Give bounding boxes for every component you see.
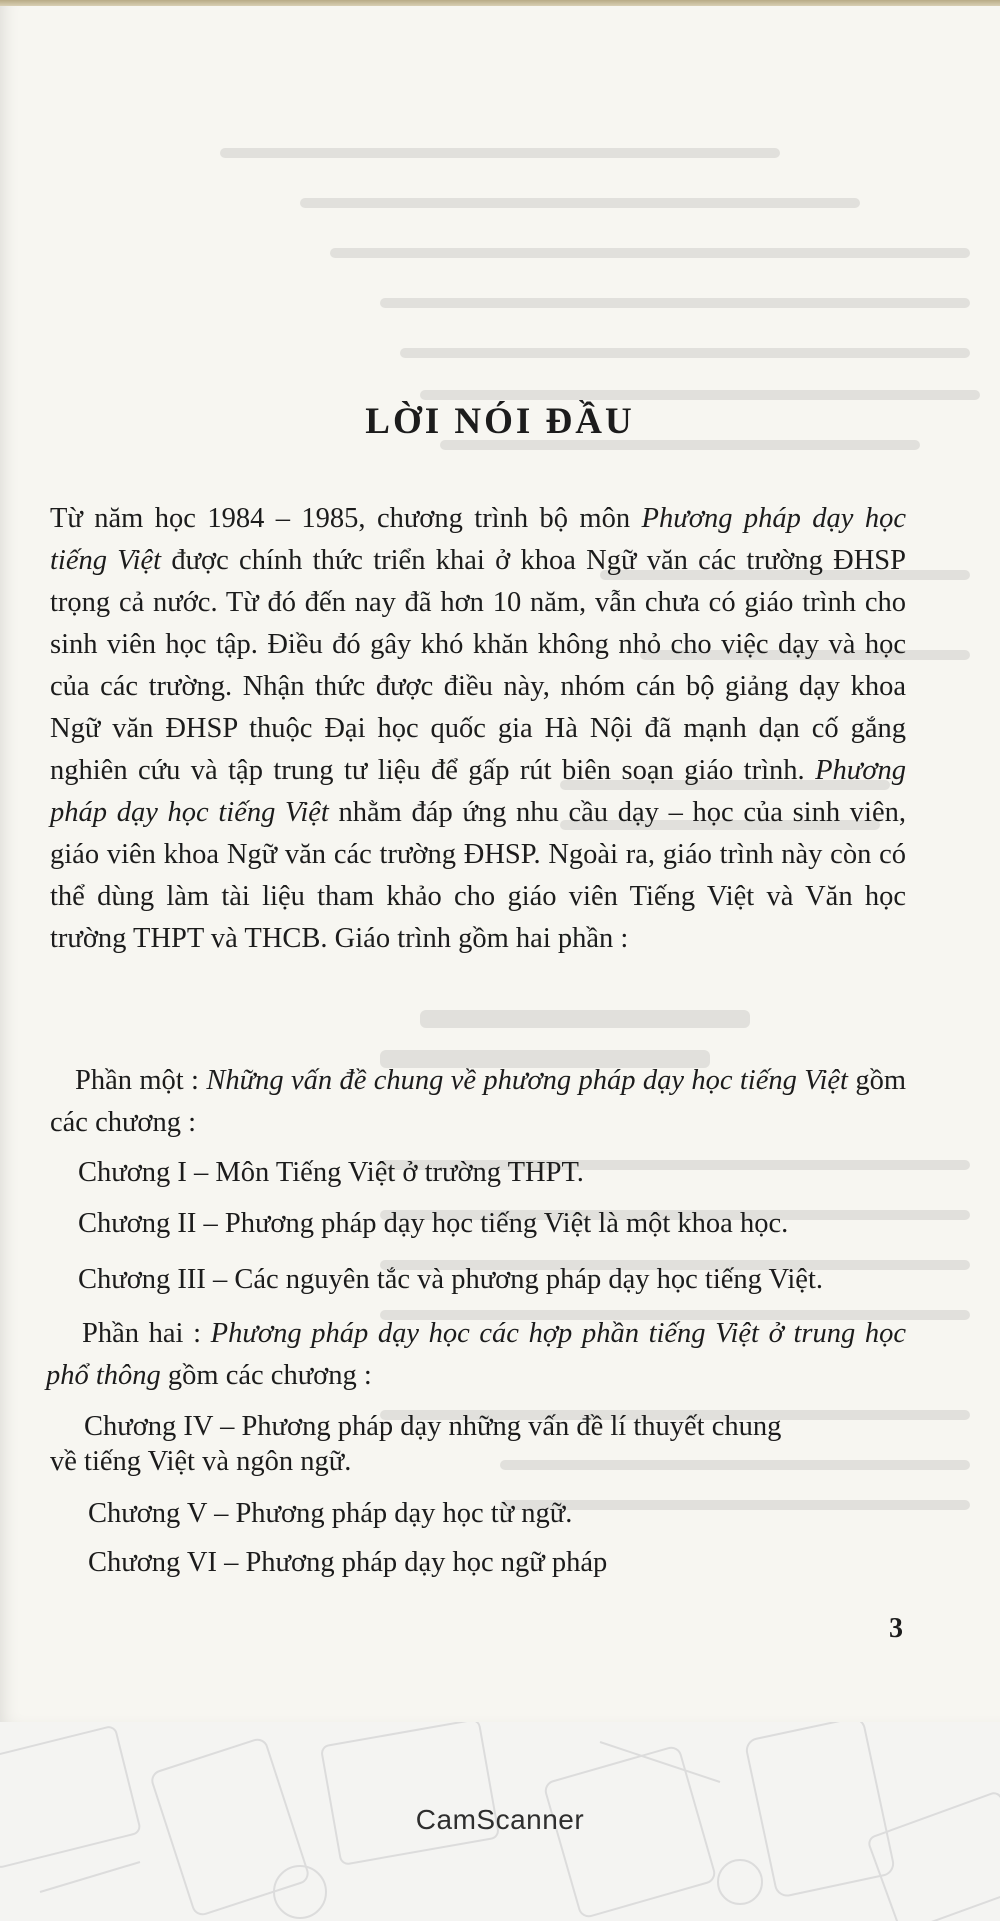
chapter-1: Chương I – Môn Tiếng Việt ở trường THPT.: [78, 1157, 584, 1188]
chapter-5: Chương V – Phương pháp dạy học từ ngữ.: [88, 1498, 573, 1529]
part-one-title: Những vấn đề chung về phương pháp dạy học tiếng Việt: [206, 1065, 848, 1096]
page-title: LỜI NÓI ĐẦU: [365, 401, 635, 442]
chapter-3: Chương III – Các nguyên tắc và phương pháp dạy học tiếng Việt.: [78, 1264, 823, 1295]
part-two: [46, 1313, 906, 1397]
page-number: 3: [889, 1613, 903, 1644]
camscanner-brand-label: CamScanner: [415, 1804, 585, 1835]
part-two-title: Phương pháp dạy học các hợp phần tiếng Việt ở trung học phổ thông: [46, 1318, 906, 1391]
book-title: Phương pháp dạy học tiếng Việt: [50, 755, 906, 828]
intro-paragraph: [50, 498, 906, 960]
part-one-tail: gồm các chương :: [50, 1065, 907, 1138]
part-two-tail: gồm các chương :: [160, 1360, 372, 1391]
part-one-label: Phần một :: [75, 1065, 207, 1096]
part-one: [50, 1060, 906, 1144]
subject-name: Phương pháp dạy học tiếng Việt: [50, 503, 906, 576]
intro-middle: được chính thức triển khai ở khoa Ngữ văn các trường ĐHSP trọng cả nước. Từ đó đến nay đã hơn 10 năm, vẫn chưa có giáo trình cho sinh viên học tập. Điều đó gây khó khăn không nhỏ cho việc dạy và học của các trường. Nhận thức được điều này, nhóm cán bộ giảng dạy khoa Ngữ văn ĐHSP thuộc Đại học quốc gia Hà Nội đã mạnh dạn cố gắng nghiên cứu và tập trung tư liệu để gấp rút biên soạn giáo trình.: [50, 545, 906, 786]
part-two-label: Phần hai :: [82, 1318, 211, 1349]
chapter-6: Chương VI – Phương pháp dạy học ngữ pháp: [88, 1547, 608, 1578]
intro-end: nhằm đáp ứng nhu cầu dạy – học của sinh viên, giáo viên khoa Ngữ văn các trường ĐHSP. Ngoài ra, giáo trình này còn có thể dùng làm tài liệu tham khảo cho giáo viên Tiếng Việt và Văn học trường THPT và THCB. Giáo trình gồm hai phần :: [50, 797, 906, 954]
chapter-4-line-2: về tiếng Việt và ngôn ngữ.: [50, 1446, 352, 1477]
chapter-2: Chương II – Phương pháp dạy học tiếng Việt là một khoa học.: [78, 1208, 789, 1239]
chapter-4-line-1: Chương IV – Phương pháp dạy những vấn đề lí thuyết chung: [84, 1411, 782, 1442]
intro-start: Từ năm học 1984 – 1985, chương trình bộ môn: [50, 503, 642, 534]
